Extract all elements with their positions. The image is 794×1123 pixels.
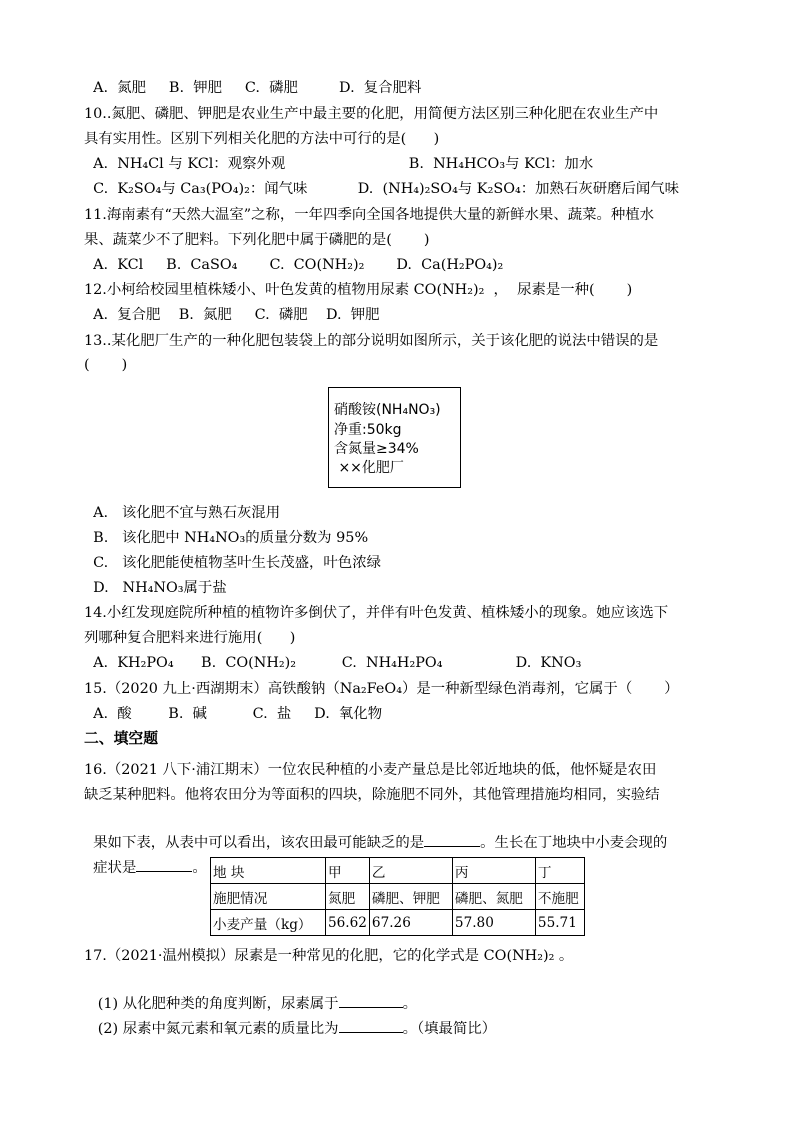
table-cell: 67.26 — [369, 910, 452, 936]
q11-stem-line1: 11.海南素有“天然大温室”之称，一年四季向全国各地提供大量的新鲜水果、蔬菜。种植水 — [84, 207, 655, 223]
q14-stem-line2: 列哪种复合肥料来进行施用( ) — [84, 630, 296, 646]
q17-stem: 17.（2021·温州模拟）尿素是一种常见的化肥，它的化学式是 CO(NH₂)₂ 。 — [84, 948, 574, 964]
table-cell: 丁 — [535, 858, 584, 884]
q16-text-d: 。 — [192, 860, 207, 876]
q14-stem-line1: 14.小红发现庭院所种植的植物许多倒伏了，并伴有叶色发黄、植株矮小的现象。她应该选下 — [84, 605, 669, 621]
q10-options-ab: A. NH₄Cl 与 KCl：观察外观 B. NH₄HCO₃与 KCl：加水 — [84, 156, 594, 172]
q13-stem-line2: ( ) — [84, 357, 128, 373]
table-row — [211, 858, 585, 884]
q15-stem: 15.（2020 九上·西湖期末）高铁酸钠（Na₂FeO₄）是一种新型绿色消毒剂，它属于（ ） — [84, 681, 679, 697]
q14-options: A. KH₂PO₄ B. CO(NH₂)₂ C. NH₄H₂PO₄ D. KNO₃ — [84, 655, 582, 671]
q17-part2 — [84, 996, 496, 1039]
q13-option-b: B. 该化肥中 NH₄NO₃的质量分数为 95% — [84, 530, 369, 546]
q16-stem-line1: 16.（2021 八下·浦江期末）一位农民种植的小麦产量总是比邻近地块的低，他怀疑是农田 — [84, 762, 657, 778]
table-cell: 丙 — [452, 858, 535, 884]
label-manufacturer: ××化肥厂 — [334, 460, 404, 476]
q11-stem-line2: 果、蔬菜少不了肥料。下列化肥中属于磷肥的是( ) — [84, 232, 430, 248]
q17-part2-text: (2) 尿素中氮元素和氧元素的质量比为 — [93, 1021, 339, 1037]
table-cell: 小麦产量（kg） — [211, 910, 326, 936]
label-net-weight: 净重:50kg — [334, 422, 402, 438]
q10-stem-line2: 具有实用性。区别下列相关化肥的方法中可行的是( ) — [84, 131, 440, 147]
table-cell: 甲 — [326, 858, 370, 884]
table-cell: 乙 — [369, 858, 452, 884]
table-cell: 56.62 — [326, 910, 370, 936]
q13-option-a: A. 该化肥不宜与熟石灰混用 — [84, 505, 281, 521]
q13-option-d: D. NH₄NO₃属于盐 — [84, 580, 227, 596]
q11-options: A. KCl B. CaSO₄ C. CO(NH₂)₂ D. Ca(H₂PO₄)₂ — [84, 257, 504, 273]
q16-blank-1[interactable] — [424, 830, 480, 847]
table-cell: 施肥情况 — [211, 884, 326, 910]
label-nitrogen-content: 含氮量≥34% — [334, 441, 419, 457]
table-cell: 磷肥、钾肥 — [369, 884, 452, 910]
q17-part1-text: (1) 从化肥种类的角度判断，尿素属于 — [93, 996, 339, 1012]
table-row — [211, 884, 585, 910]
q17-part2-end: 。（填最简比） — [402, 1021, 497, 1037]
q15-options: A. 酸 B. 碱 C. 盐 D. 氧化物 — [84, 706, 383, 722]
table-cell: 57.80 — [452, 910, 535, 936]
q10-options-cd: C. K₂SO₄与 Ca₃(PO₄)₂：闻气味 D. (NH₄)₂SO₄与 K₂SO₄：加熟石灰研磨后闻气味 — [84, 181, 680, 197]
q16-text-c: 症状是 — [93, 860, 137, 876]
q9-options: A. 氮肥 B. 钾肥 C. 磷肥 D. 复合肥料 — [84, 80, 422, 96]
q16-stem-line4 — [84, 835, 207, 878]
table-cell: 氮肥 — [326, 884, 370, 910]
q16-text-a: 果如下表，从表中可以看出，该农田最可能缺乏的是 — [93, 835, 425, 851]
q12-options: A. 复合肥 B. 氮肥 C. 磷肥 D. 钾肥 — [84, 307, 380, 323]
q10-stem-line1: 10..氮肥、磷肥、钾肥是农业生产中最主要的化肥，用简便方法区别三种化肥在农业生产中 — [84, 106, 659, 122]
table-cell: 不施肥 — [535, 884, 584, 910]
table-cell: 55.71 — [535, 910, 584, 936]
q16-blank-2[interactable] — [136, 855, 192, 872]
q16-text-b: 。生长在丁地块中小麦会现的 — [480, 835, 668, 851]
q16-stem-line2: 缺乏某种肥料。他将农田分为等面积的四块，除施肥不同外，其他管理措施均相同，实验结 — [84, 787, 660, 803]
section-title-fill-in: 二、填空题 — [84, 730, 158, 747]
table-cell: 磷肥、氮肥 — [452, 884, 535, 910]
table-cell: 地 块 — [211, 858, 326, 884]
table-row — [211, 910, 585, 936]
q13-stem-line1: 13..某化肥厂生产的一种化肥包装袋上的部分说明如图所示，关于该化肥的说法中错误的是 — [84, 333, 659, 349]
q12-stem: 12.小柯给校园里植株矮小、叶色发黄的植物用尿素 CO(NH₂)₂ ， 尿素是一种( ) — [84, 282, 633, 298]
fertilizer-label-box — [328, 387, 461, 488]
q13-option-c: C. 该化肥能使植物茎叶生长茂盛，叶色浓绿 — [84, 555, 381, 571]
wheat-yield-table — [210, 857, 585, 936]
label-product-name: 硝酸铵(NH₄NO₃) — [334, 402, 441, 418]
q17-blank-2[interactable] — [339, 1016, 403, 1033]
q17-part1-end: 。 — [402, 996, 417, 1012]
